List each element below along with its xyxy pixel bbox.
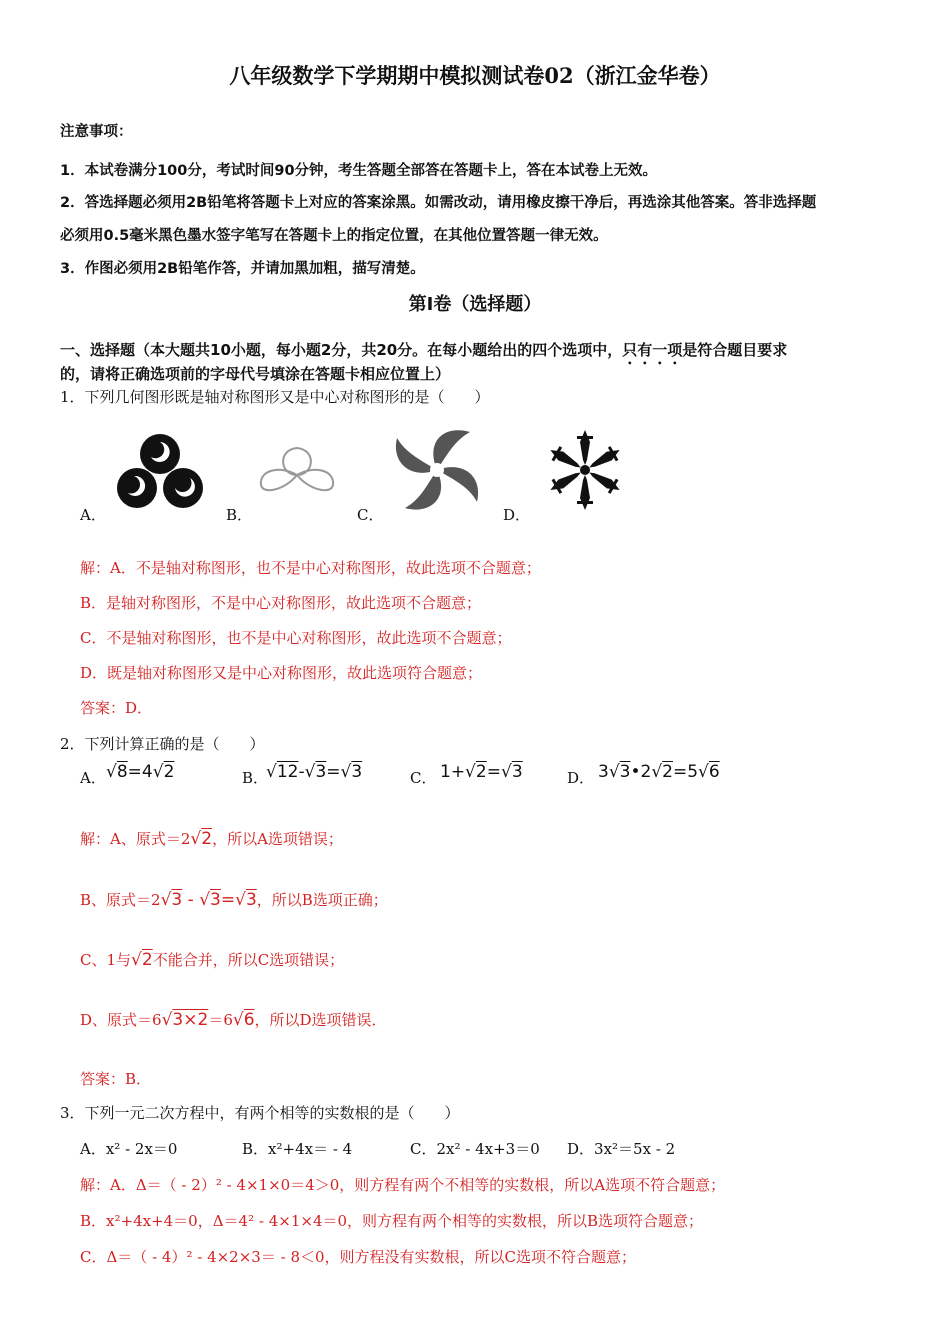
q3-option-b: B．x²+4x＝ - 4 [242, 1140, 353, 1158]
section-heading-line2: 的，请将正确选项前的字母代号填涂在答题卡相应位置上） [60, 365, 451, 383]
note-2b: 必须用0.5毫米黑色墨水签字笔写在答题卡上的指定位置，在其他位置答题一律无效。 [60, 228, 608, 244]
q1-answer: 答案：D． [80, 699, 153, 717]
q1-label-c: C． [357, 506, 384, 524]
q2-option-d: 3√3•2√2=5√6 [598, 762, 720, 782]
q1-sol-a: 解：A．不是轴对称图形，也不是中心对称图形，故此选项不合题意； [80, 559, 541, 577]
note-3: 3．作图必须用2B铅笔作答，并请加黑加粗，描写清楚。 [60, 261, 425, 277]
note-2a: 2．答选择题必须用2B铅笔将答题卡上对应的答案涂黑。如需改动，请用橡皮擦干净后，再选涂其他答案。答非选择题 [60, 195, 817, 211]
q1-sol-d: D．既是轴对称图形又是中心对称图形，故此选项符合题意； [80, 664, 483, 682]
q2-option-c: 1+√2=√3 [440, 762, 523, 782]
q1-label-b: B． [226, 506, 253, 524]
notes-heading: 注意事项： [60, 124, 133, 140]
q1-sol-c: C．不是轴对称图形，也不是中心对称图形，故此选项不合题意； [80, 629, 512, 647]
q2-stem: 2．下列计算正确的是（ ） [60, 735, 265, 753]
q2-label-b: B． [242, 769, 269, 787]
q2-sol-d: D、原式＝6√3×2＝6√6，所以D选项错误． [80, 1010, 387, 1030]
page-title: 八年级数学下学期期中模拟测试卷02（浙江金华卷） [229, 63, 721, 88]
q1-sol-b: B．是轴对称图形，不是中心对称图形，故此选项不合题意； [80, 594, 482, 612]
part-title: 第Ⅰ卷（选择题） [408, 294, 542, 315]
q2-label-d: D． [567, 769, 595, 787]
q3-sol-a: 解：A．Δ＝（ - 2）² - 4×1×0＝4＞0，则方程有两个不相等的实数根，所以A选项不符合题意； [80, 1176, 726, 1194]
q1-label-d: D． [503, 506, 531, 524]
q3-stem: 3．下列一元二次方程中，有两个相等的实数根的是（ ） [60, 1104, 460, 1122]
q2-label-a: A． [80, 769, 106, 787]
q3-option-d: D．3x²＝5x - 2 [567, 1140, 676, 1158]
q2-sol-c: C、1与√2不能合并，所以C选项错误； [80, 950, 345, 970]
figure-c-icon [385, 420, 490, 520]
note-1: 1．本试卷满分100分，考试时间90分钟，考生答题全部答在答题卡上，答在本试卷上无效。 [60, 163, 658, 179]
q3-sol-c: C．Δ＝（ - 4）² - 4×2×3＝ - 8＜0，则方程没有实数根，所以C选项不符合题意； [80, 1248, 637, 1266]
q2-sol-a: 解：A、原式＝2√2，所以A选项错误； [80, 829, 343, 849]
figure-b-icon [255, 440, 340, 510]
q3-option-a: A．x² - 2x＝0 [80, 1140, 178, 1158]
figure-d-icon [535, 425, 635, 515]
q3-sol-b: B．x²+4x+4＝0，Δ＝4² - 4×1×4＝0，则方程有两个相等的实数根，所以B选项符合题意； [80, 1212, 704, 1230]
q2-option-a: √8=4√2 [106, 762, 175, 782]
q2-sol-b: B、原式＝2√3 - √3=√3，所以B选项正确； [80, 890, 388, 910]
q2-label-c: C． [410, 769, 437, 787]
q3-option-c: C．2x² - 4x+3＝0 [410, 1140, 540, 1158]
q1-stem: 1．下列几何图形既是轴对称图形又是中心对称图形的是（ ） [60, 388, 490, 406]
figure-a-icon [110, 428, 210, 513]
q2-answer: 答案：B． [80, 1070, 152, 1088]
q1-label-a: A． [80, 506, 106, 524]
q2-option-b: √12-√3=√3 [266, 762, 363, 782]
section-heading-line1: 一、选择题（本大题共10小题，每小题2分，共20分。在每小题给出的四个选项中，只有一项是符合题目要求 [60, 341, 788, 359]
